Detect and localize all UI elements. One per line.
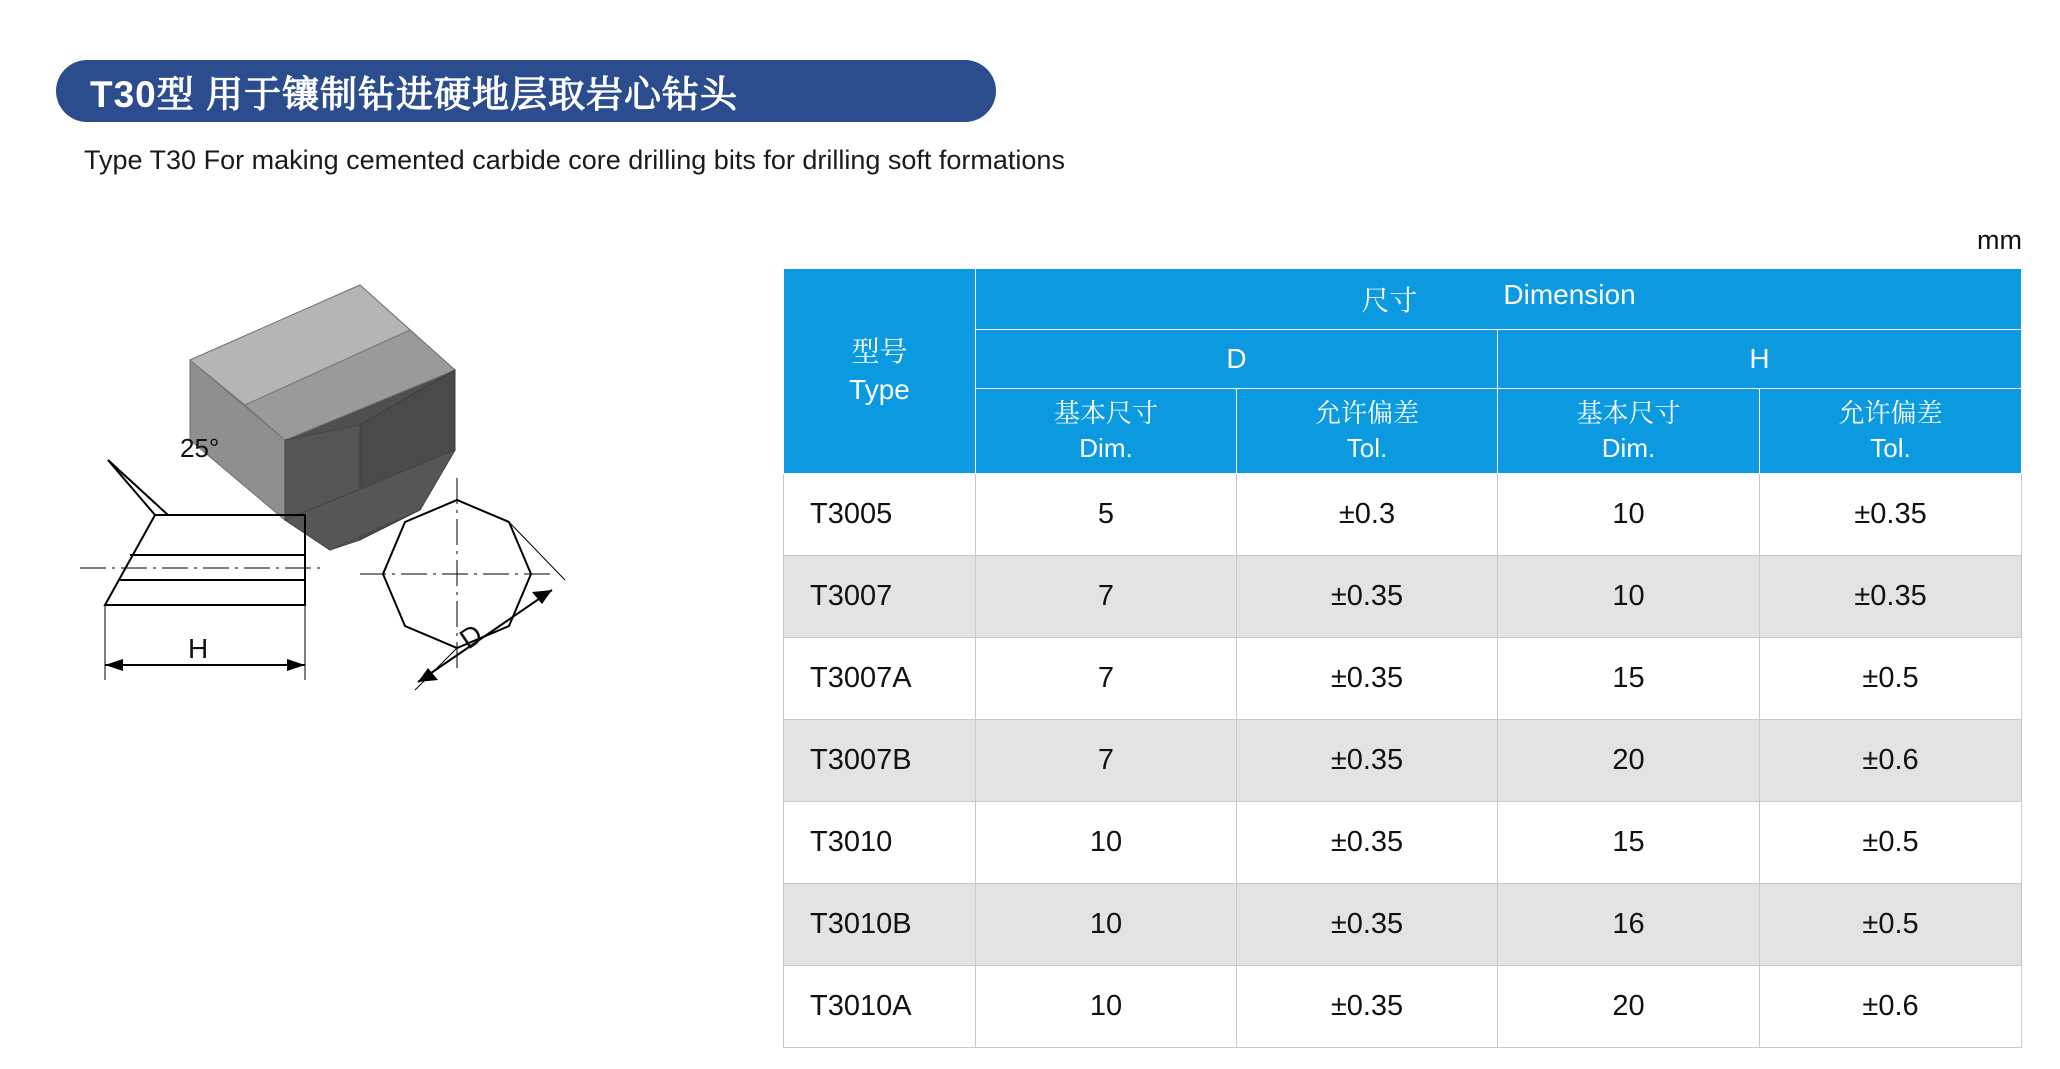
cell-h-dim: 20 [1498,720,1760,802]
header-d-tol-cn: 允许偏差 [1314,397,1419,428]
header-h-dim [1498,389,1760,474]
drawing-svg [60,250,760,950]
cell-h-tol: ±0.5 [1760,884,2022,966]
cell-type: T3007A [784,638,976,720]
header-h-tol [1760,389,2022,474]
specification-table [783,268,2022,1048]
header-type-cn: 型号 [851,336,908,368]
table-row [784,802,2022,884]
header-type [784,269,976,474]
table-header [784,269,2022,474]
header-d-tol-en: Tol. [1346,433,1388,463]
cell-d-dim: 7 [976,556,1237,638]
header-dimension-en: Dimension [1503,279,1636,310]
diameter-label: D [454,617,489,655]
header-h-dim-en: Dim. [1601,433,1656,463]
header-d-dim-en: Dim. [1079,433,1133,463]
cell-type: T3010A [784,966,976,1048]
cell-h-tol: ±0.6 [1760,720,2022,802]
isometric-bar-illustration [190,285,455,550]
cell-type: T3010B [784,884,976,966]
header-d-dim-cn: 基本尺寸 [1053,397,1158,428]
cell-d-tol: ±0.35 [1237,884,1498,966]
table-row [784,884,2022,966]
header-d-tol [1237,389,1498,474]
cell-h-dim: 10 [1498,556,1760,638]
cell-d-tol: ±0.35 [1237,638,1498,720]
length-label: H [188,633,209,664]
page-title-banner [56,60,996,122]
angle-label: 25° [180,433,220,463]
cell-h-tol: ±0.5 [1760,802,2022,884]
cell-d-dim: 10 [976,802,1237,884]
cell-d-tol: ±0.35 [1237,966,1498,1048]
cell-d-dim: 10 [976,966,1237,1048]
cell-d-dim: 5 [976,474,1237,556]
header-col-h: H [1498,330,2022,389]
header-h-tol-cn: 允许偏差 [1838,397,1943,428]
table-row [784,556,2022,638]
cell-type: T3005 [784,474,976,556]
cell-d-dim: 7 [976,720,1237,802]
cell-h-tol: ±0.6 [1760,966,2022,1048]
cell-d-dim: 10 [976,884,1237,966]
cell-d-dim: 7 [976,638,1237,720]
cell-h-tol: ±0.35 [1760,474,2022,556]
header-dimension-cn: 尺寸 [1361,285,1418,316]
cell-type: T3010 [784,802,976,884]
table-row [784,720,2022,802]
cell-h-dim: 15 [1498,638,1760,720]
cell-h-tol: ±0.35 [1760,556,2022,638]
page-subtitle: Type T30 For making cemented carbide core drilling bits for drilling soft formations [84,145,1065,175]
table-row [784,966,2022,1048]
table-body [784,474,2022,1048]
cell-type: T3007B [784,720,976,802]
technical-drawing [60,250,760,950]
header-col-d: D [976,330,1498,389]
table-row [784,638,2022,720]
header-h-tol-en: Tol. [1870,433,1911,463]
table-row [784,474,2022,556]
cell-d-tol: ±0.35 [1237,720,1498,802]
cell-h-dim: 10 [1498,474,1760,556]
cell-d-tol: ±0.35 [1237,556,1498,638]
unit-label: mm [1977,225,2022,255]
header-type-en: Type [849,374,910,405]
cell-d-tol: ±0.35 [1237,802,1498,884]
cell-d-tol: ±0.3 [1237,474,1498,556]
cell-h-dim: 15 [1498,802,1760,884]
header-h-dim-cn: 基本尺寸 [1576,397,1681,428]
cell-h-dim: 20 [1498,966,1760,1048]
header-d-dim [976,389,1237,474]
page-title: T30型 用于镶制钻进硬地层取岩心钻头 [90,74,739,115]
header-dimension [976,269,2022,330]
cell-type: T3007 [784,556,976,638]
cell-h-dim: 16 [1498,884,1760,966]
cell-h-tol: ±0.5 [1760,638,2022,720]
